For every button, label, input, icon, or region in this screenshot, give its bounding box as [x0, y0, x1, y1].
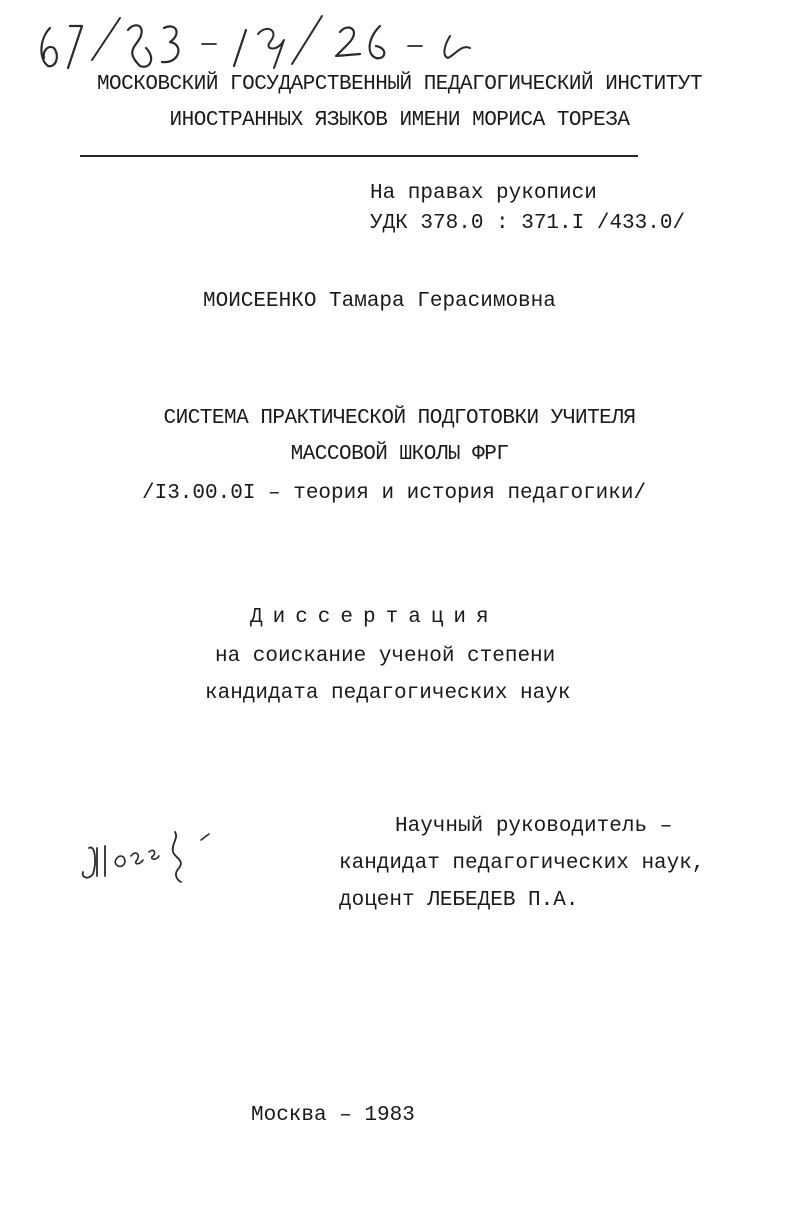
specialty-code: /I3.00.0I – теория и история педагогики/: [142, 482, 647, 505]
author-name: МОИСЕЕНКО Тамара Герасимовна: [203, 290, 556, 313]
institute-line-1: МОСКОВСКИЙ ГОСУДАРСТВЕННЫЙ ПЕДАГОГИЧЕСКИЙ ИНСТИТУТ: [96, 73, 703, 96]
advisor-line-3: доцент ЛЕБЕДЕВ П.А.: [339, 889, 579, 912]
advisor-line-2: кандидат педагогических наук,: [339, 852, 705, 875]
dissertation-title-line-2: МАССОВОЙ ШКОЛЫ ФРГ: [290, 443, 509, 466]
udc-code: УДК 378.0 : 371.I /433.0/: [370, 212, 686, 235]
handwritten-archive-number-drawing: [30, 8, 530, 78]
work-type-heading: Диссертация: [250, 606, 499, 629]
institute-line-2: ИНОСТРАННЫХ ЯЗЫКОВ ИМЕНИ МОРИСА ТОРЕЗА: [169, 109, 630, 132]
dissertation-title-line-1: СИСТЕМА ПРАКТИЧЕСКОЙ ПОДГОТОВКИ УЧИТЕЛЯ: [163, 407, 636, 430]
city-year: Москва – 1983: [251, 1104, 415, 1127]
handwritten-signature-drawing: [75, 822, 225, 892]
advisor-line-1: Научный руководитель –: [395, 815, 673, 838]
manuscript-rights-note: На правах рукописи: [370, 182, 597, 205]
degree-line-2: кандидата педагогических наук: [205, 682, 571, 705]
header-divider: [80, 155, 638, 157]
degree-line-1: на соискание ученой степени: [215, 645, 556, 668]
